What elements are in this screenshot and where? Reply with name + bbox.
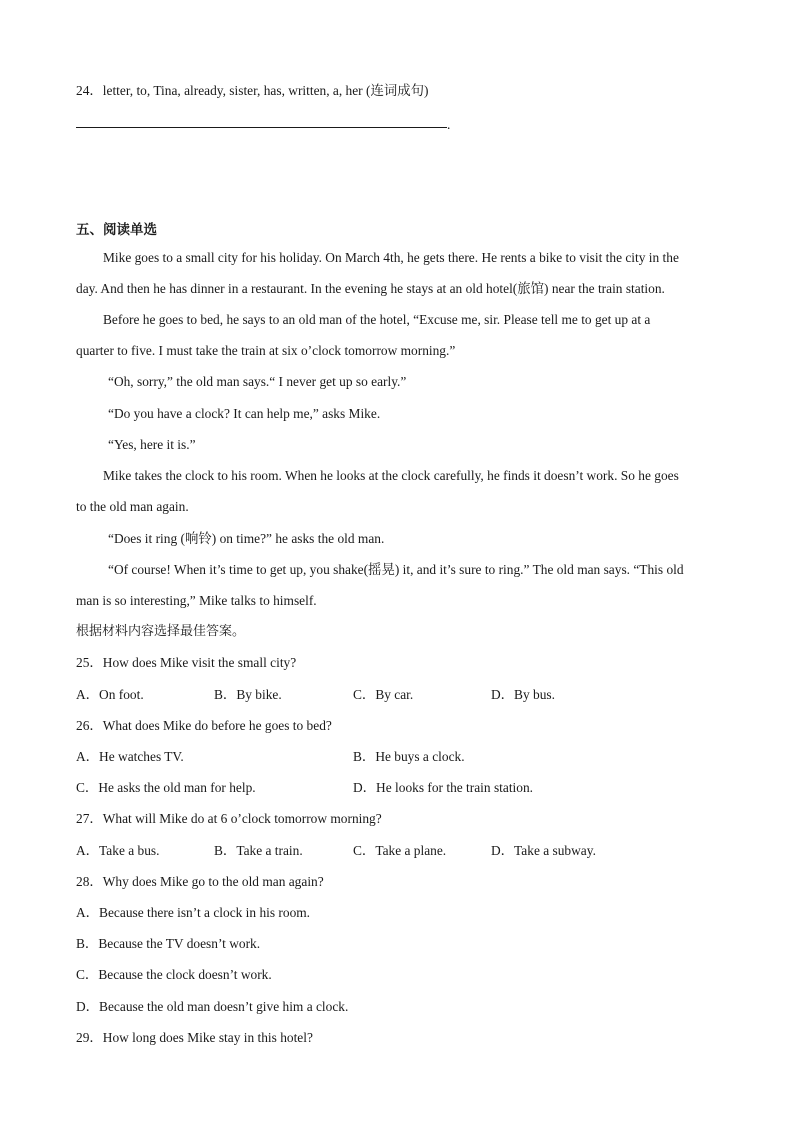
q26-option-a[interactable]: A．He watches TV.	[76, 749, 184, 764]
section-title: 五、阅读单选	[76, 222, 157, 238]
question-27-stem: 27．What will Mike do at 6 o’clock tomorrow morning?	[76, 811, 382, 826]
q26-option-b[interactable]: B．He buys a clock.	[353, 749, 465, 764]
passage-line: Mike goes to a small city for his holiday. On March 4th, he gets there. He rents a bike to visit the city in the	[103, 250, 679, 265]
q25-option-c[interactable]: C．By car.	[353, 687, 414, 702]
question-29-stem: 29．How long does Mike stay in this hotel?	[76, 1030, 313, 1045]
passage-line: man is so interesting,” Mike talks to himself.	[76, 593, 317, 608]
passage-line: quarter to five. I must take the train at six o’clock tomorrow morning.”	[76, 343, 456, 358]
passage-line: “Yes, here it is.”	[108, 437, 196, 452]
q26-option-d[interactable]: D．He looks for the train station.	[353, 780, 533, 795]
passage-line: “Does it ring (响铃) on time?” he asks the old man.	[108, 531, 385, 546]
question-24-stem: 24．letter, to, Tina, already, sister, has, written, a, her (连词成句)	[76, 83, 429, 98]
passage-line: Before he goes to bed, he says to an old man of the hotel, “Excuse me, sir. Please tell me to get up at a	[103, 312, 651, 327]
passage-line: “Oh, sorry,” the old man says.“ I never get up so early.”	[108, 374, 407, 389]
q28-option-a[interactable]: A．Because there isn’t a clock in his room.	[76, 905, 311, 920]
q26-option-c[interactable]: C．He asks the old man for help.	[76, 780, 256, 795]
passage-line: to the old man again.	[76, 499, 189, 514]
q28-option-d[interactable]: D．Because the old man doesn’t give him a clock.	[76, 999, 349, 1014]
question-25-stem: 25．How does Mike visit the small city?	[76, 655, 297, 670]
q25-option-a[interactable]: A．On foot.	[76, 687, 144, 702]
q27-option-b[interactable]: B．Take a train.	[214, 843, 303, 858]
q27-option-d[interactable]: D．Take a subway.	[491, 843, 596, 858]
passage-line: “Of course! When it’s time to get up, you shake(摇晃) it, and it’s sure to ring.” The old man says. “This old	[108, 562, 684, 577]
answer-blank-line[interactable]	[76, 127, 447, 128]
q28-option-b[interactable]: B．Because the TV doesn’t work.	[76, 936, 261, 951]
passage-line: day. And then he has dinner in a restaurant. In the evening he stays at an old hotel(旅馆) near the train station.	[76, 281, 665, 296]
q25-option-d[interactable]: D．By bus.	[491, 687, 555, 702]
q27-option-a[interactable]: A．Take a bus.	[76, 843, 160, 858]
q28-option-c[interactable]: C．Because the clock doesn’t work.	[76, 967, 272, 982]
question-28-stem: 28．Why does Mike go to the old man again?	[76, 874, 324, 889]
answer-blank-period: .	[447, 117, 451, 132]
q25-option-b[interactable]: B．By bike.	[214, 687, 282, 702]
question-26-stem: 26．What does Mike do before he goes to bed?	[76, 718, 332, 733]
passage-line: Mike takes the clock to his room. When he looks at the clock carefully, he finds it doesn’t work. So he goes	[103, 468, 679, 483]
passage-line: “Do you have a clock? It can help me,” asks Mike.	[108, 406, 381, 421]
q27-option-c[interactable]: C．Take a plane.	[353, 843, 447, 858]
instruction: 根据材料内容选择最佳答案。	[76, 624, 246, 639]
